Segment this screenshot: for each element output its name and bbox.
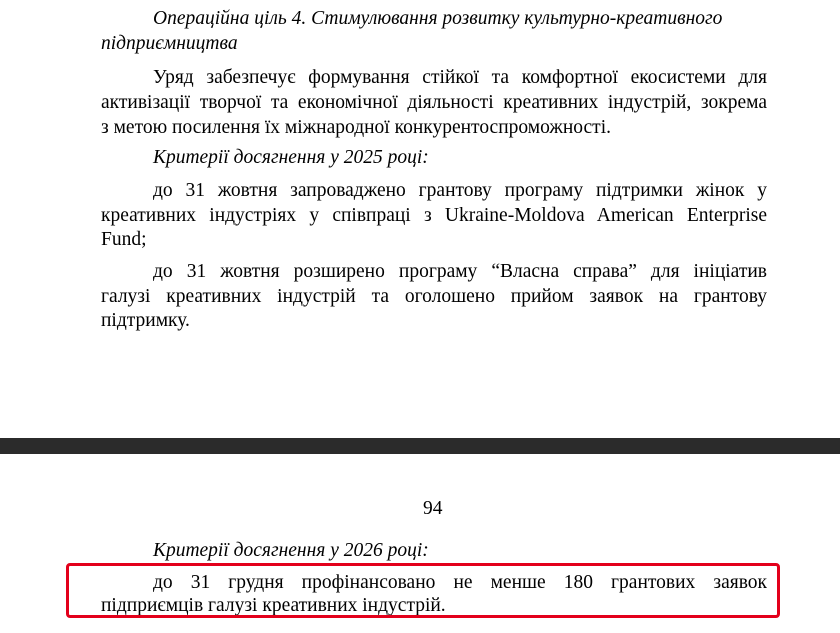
item-3-line-1: до 31 грудня профінансовано не менше 180 грантових заявок	[153, 572, 767, 593]
paragraph-line-2: активізації творчої та економічної діяльності креативних індустрій, зокрема	[101, 92, 767, 113]
paragraph-line-1: Уряд забезпечує формування стійкої та комфортної екосистеми для	[153, 67, 767, 88]
criteria-2026-heading: Критерії досягнення у 2026 році:	[153, 540, 429, 561]
heading-line-1: Операційна ціль 4. Стимулювання розвитку культурно-креативного	[153, 8, 723, 29]
page-separator	[0, 438, 840, 454]
item-1-line-1: до 31 жовтня запроваджено грантову програму підтримки жінок у	[153, 180, 767, 201]
item-1-line-2: креативних індустріях у співпраці з Ukraine-Moldova American Enterprise	[101, 205, 767, 226]
paragraph-line-3: з метою посилення їх міжнародної конкурентоспроможності.	[101, 117, 611, 138]
item-1-line-3: Fund;	[101, 229, 147, 250]
page-number: 94	[423, 498, 443, 519]
item-2-line-2: галузі креативних індустрій та оголошено прийом заявок на грантову	[101, 286, 767, 307]
item-2-line-3: підтримку.	[101, 310, 190, 331]
highlight-box	[66, 563, 780, 618]
heading-line-2: підприємництва	[101, 33, 238, 54]
criteria-2025-heading: Критерії досягнення у 2025 році:	[153, 147, 429, 168]
item-3-line-2: підприємців галузі креативних індустрій.	[101, 595, 446, 616]
item-2-line-1: до 31 жовтня розширено програму “Власна справа” для ініціатив	[153, 261, 767, 282]
